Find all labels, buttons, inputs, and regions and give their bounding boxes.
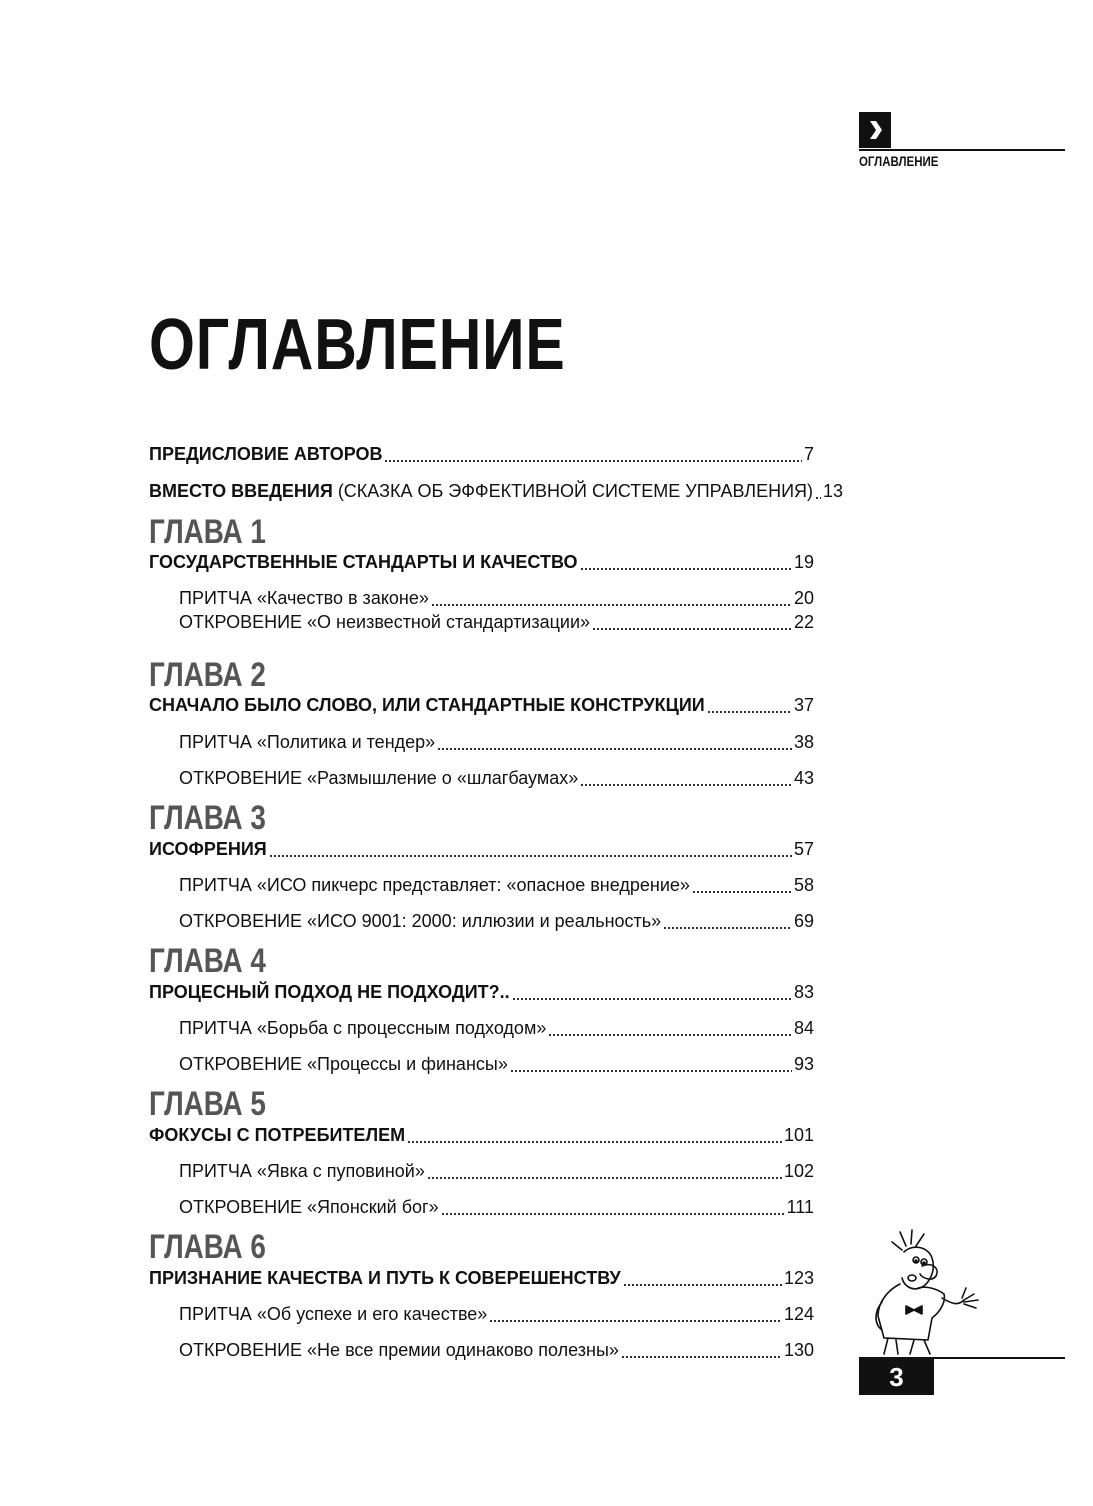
dot-leader (548, 1020, 792, 1040)
dot-leader (592, 614, 792, 634)
toc-page-number: 7 (803, 444, 814, 464)
chapter-heading: ГЛАВА 2 (149, 656, 266, 694)
toc-page-number: 57 (793, 839, 814, 859)
dot-leader (580, 770, 792, 790)
dot-leader (512, 984, 792, 1004)
toc-page-number: 101 (783, 1125, 814, 1145)
toc-entry-chapter[interactable]: ПРОЦЕСНЫЙ ПОДХОД НЕ ПОДХОДИТ?.. 83 (149, 982, 814, 1002)
dot-leader (407, 1127, 782, 1147)
cartoon-man-icon (866, 1228, 996, 1358)
chapter-heading: ГЛАВА 5 (149, 1085, 266, 1123)
dot-leader (437, 734, 792, 754)
running-header-rule (859, 149, 1065, 151)
dot-leader (707, 697, 792, 717)
toc-entry-chapter[interactable]: ПРИЗНАНИЕ КАЧЕСТВА И ПУТЬ К СОВЕРЕШЕНСТВУ 123 (149, 1268, 814, 1288)
chapter-heading: ГЛАВА 6 (149, 1228, 266, 1266)
dot-leader (623, 1270, 782, 1290)
toc-page-number: 19 (793, 552, 814, 572)
toc-page-number: 69 (793, 911, 814, 931)
toc-page-number: 37 (793, 695, 814, 715)
dot-leader (441, 1199, 785, 1219)
toc-entry-chapter[interactable]: ИСОФРЕНИЯ 57 (149, 839, 814, 859)
dot-leader (663, 913, 792, 933)
toc-entry-revelation[interactable]: ОТКРОВЕНИЕ «Процессы и финансы» 93 (179, 1054, 814, 1074)
dot-leader (815, 483, 821, 503)
toc-entry-parable[interactable]: ПРИТЧА «Борьба с процессным подходом» 84 (179, 1018, 814, 1038)
toc-page-number: 111 (786, 1197, 814, 1217)
dot-leader (510, 1056, 792, 1076)
toc-page-number: 83 (793, 982, 814, 1002)
toc-entry-revelation[interactable]: ОТКРОВЕНИЕ «Японский бог» 111 (179, 1197, 814, 1217)
toc-entry-chapter[interactable]: ФОКУСЫ С ПОТРЕБИТЕЛЕМ 101 (149, 1125, 814, 1145)
dot-leader (269, 841, 792, 861)
page-number: 3 (859, 1359, 934, 1395)
dot-leader (692, 877, 792, 897)
toc-page-number: 102 (783, 1161, 814, 1181)
toc-entry-introduction[interactable]: ВМЕСТО ВВЕДЕНИЯ (СКАЗКА ОБ ЭФФЕКТИВНОЙ СИСТЕМЕ УПРАВЛЕНИЯ) 13 (149, 481, 844, 501)
toc-page-number: 58 (793, 875, 814, 895)
toc-page-number: 43 (793, 768, 814, 788)
toc-entry-revelation[interactable]: ОТКРОВЕНИЕ «О неизвестной стандартизации» 22 (179, 612, 814, 632)
dot-leader (431, 590, 792, 610)
running-header-label: ОГЛАВЛЕНИЕ (859, 153, 939, 169)
toc-page-number: 38 (793, 732, 814, 752)
dot-leader (580, 554, 792, 574)
toc-page-number: 22 (793, 612, 814, 632)
toc-entry-parable[interactable]: ПРИТЧА «Качество в законе» 20 (179, 588, 814, 608)
chapter-heading: ГЛАВА 1 (149, 513, 266, 551)
toc-entry-chapter[interactable]: ГОСУДАРСТВЕННЫЕ СТАНДАРТЫ И КАЧЕСТВО 19 (149, 552, 814, 572)
toc-entry-parable[interactable]: ПРИТЧА «Явка с пуповиной» 102 (179, 1161, 814, 1181)
toc-page-number: 123 (783, 1268, 814, 1288)
toc-entry-revelation[interactable]: ОТКРОВЕНИЕ «ИСО 9001: 2000: иллюзии и реальность» 69 (179, 911, 814, 931)
toc-entry-preface[interactable]: ПРЕДИСЛОВИЕ АВТОРОВ 7 (149, 444, 814, 464)
toc-page-number: 124 (783, 1304, 814, 1324)
dot-leader (489, 1306, 782, 1326)
toc-page-number: 93 (793, 1054, 814, 1074)
chapter-heading: ГЛАВА 4 (149, 942, 266, 980)
toc-page-number: 13 (823, 481, 844, 501)
toc-entry-parable[interactable]: ПРИТЧА «Политика и тендер» 38 (179, 732, 814, 752)
chapter-heading: ГЛАВА 3 (149, 799, 266, 837)
dot-leader (427, 1163, 782, 1183)
dot-leader (384, 446, 802, 466)
dot-leader (621, 1342, 782, 1362)
toc-entry-revelation[interactable]: ОТКРОВЕНИЕ «Размышление о «шлагбаумах» 43 (179, 768, 814, 788)
toc-entry-parable[interactable]: ПРИТЧА «Об успехе и его качестве» 124 (179, 1304, 814, 1324)
page-title: ОГЛАВЛЕНИЕ (149, 305, 566, 385)
toc-entry-revelation[interactable]: ОТКРОВЕНИЕ «Не все премии одинаково полезны» 130 (179, 1340, 814, 1360)
running-header-marker (859, 112, 891, 148)
toc-page-number: 130 (783, 1340, 814, 1360)
toc-page-number: 84 (793, 1018, 814, 1038)
toc-entry-parable[interactable]: ПРИТЧА «ИСО пикчерс представляет: «опасное внедрение» 58 (179, 875, 814, 895)
toc-entry-chapter[interactable]: СНАЧАЛО БЫЛО СЛОВО, ИЛИ СТАНДАРТНЫЕ КОНСТРУКЦИИ 37 (149, 695, 814, 715)
arrow-right-icon (867, 120, 883, 140)
toc-page-number: 20 (793, 588, 814, 608)
